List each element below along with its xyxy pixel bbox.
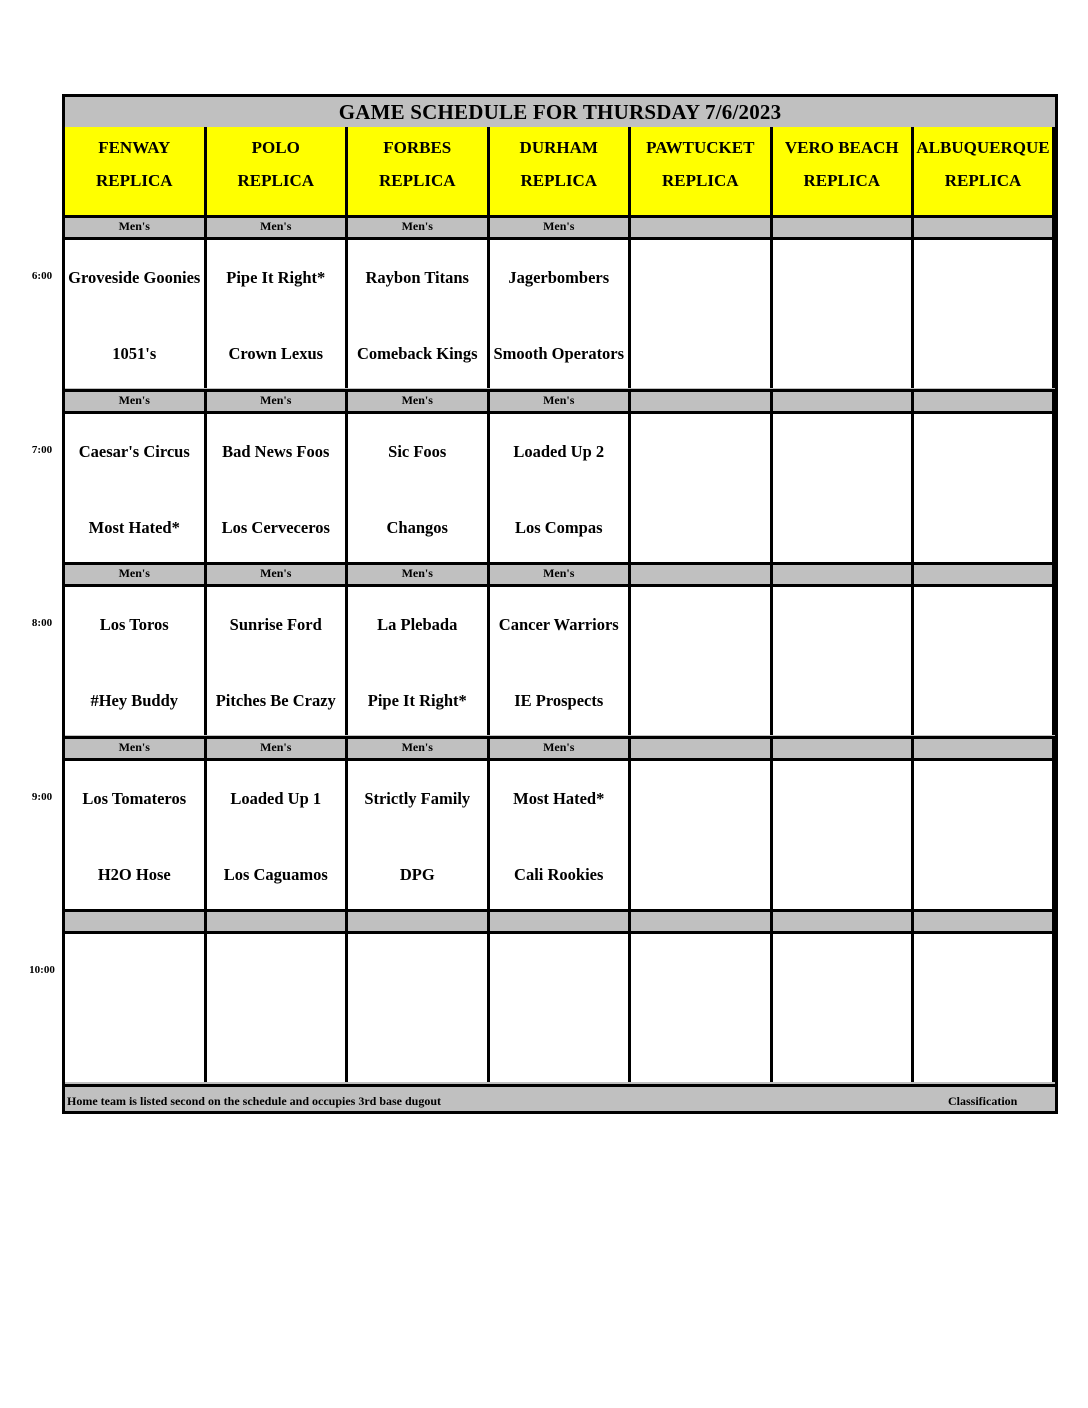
- field-name: POLO: [251, 138, 300, 157]
- time-slot-label: 8:00: [31, 617, 53, 629]
- away-team: [490, 944, 629, 999]
- away-team: Most Hated*: [513, 788, 605, 808]
- classification-cell: [490, 909, 632, 931]
- home-team: [773, 847, 912, 902]
- time-slot-label: 9:00: [31, 790, 53, 803]
- field-type: REPLICA: [661, 171, 739, 190]
- home-team: [207, 1020, 346, 1075]
- home-team: Comeback Kings: [356, 344, 478, 363]
- home-team: Los Cerveceros: [221, 517, 330, 537]
- home-team: DPG: [399, 864, 435, 884]
- away-team: [631, 597, 770, 652]
- away-team: Loaded Up 1: [230, 788, 322, 808]
- home-team: [65, 1020, 204, 1075]
- field-header: [914, 127, 1055, 215]
- footer-bar: [65, 1084, 1055, 1111]
- away-team: [631, 944, 770, 999]
- home-team: 1051's: [112, 344, 157, 363]
- home-team: [490, 1020, 629, 1075]
- away-team: Loaded Up 2: [513, 441, 605, 461]
- schedule-table: [62, 94, 1058, 1114]
- classification-cell: Men's: [207, 562, 349, 584]
- game-cell: [631, 758, 773, 909]
- home-team: Cali Rookies: [514, 864, 604, 884]
- field-name: ALBUQUERQUE: [916, 138, 1050, 157]
- field-header: [207, 127, 349, 215]
- game-cell: [631, 584, 773, 735]
- time-slot-label: 6:00: [31, 270, 53, 282]
- away-team: Jagerbombers: [508, 268, 610, 287]
- classification-cell: [914, 736, 1055, 758]
- classification-cell: [631, 215, 773, 237]
- classification-cell: [631, 909, 773, 931]
- game-cell: [65, 411, 207, 562]
- game-cell: [490, 758, 632, 909]
- home-team: Changos: [386, 517, 448, 537]
- home-team: Smooth Operators: [493, 344, 625, 363]
- classification-cell: Men's: [207, 215, 349, 237]
- classification-cell: [631, 736, 773, 758]
- game-cell: [207, 758, 349, 909]
- game-cell: [348, 758, 490, 909]
- page-title: GAME SCHEDULE FOR THURSDAY 7/6/2023: [65, 97, 1055, 129]
- away-team: [631, 424, 770, 479]
- classification-cell: [65, 909, 207, 931]
- away-team: [65, 944, 204, 999]
- field-name: FENWAY: [98, 138, 171, 157]
- away-team: [773, 597, 912, 652]
- classification-cell: [914, 215, 1055, 237]
- away-team: [773, 250, 912, 305]
- field-type: REPLICA: [803, 171, 880, 190]
- classification-cell: [207, 909, 349, 931]
- home-team: [773, 673, 912, 728]
- field-name: DURHAM: [519, 138, 598, 157]
- classification-cell: Men's: [348, 562, 490, 584]
- classification-cell: Men's: [490, 215, 632, 237]
- away-team: Strictly Family: [364, 788, 471, 808]
- home-team: Crown Lexus: [228, 344, 324, 363]
- away-team: La Plebada: [377, 615, 458, 634]
- home-team: [914, 326, 1052, 381]
- field-type: REPLICA: [944, 171, 1022, 190]
- game-cell: [348, 584, 490, 735]
- away-team: [914, 424, 1052, 479]
- game-cell: [490, 931, 632, 1082]
- away-team: Sic Foos: [388, 441, 447, 461]
- classification-cell: Men's: [348, 215, 490, 237]
- game-cell: [207, 931, 349, 1082]
- field-type: REPLICA: [237, 171, 314, 190]
- home-team: [914, 847, 1052, 902]
- field-name: FORBES: [383, 138, 452, 157]
- away-team: [914, 597, 1052, 652]
- home-team: [914, 1020, 1052, 1075]
- home-team: Pitches Be Crazy: [215, 691, 336, 710]
- home-team-note: Home team is listed second on the schedule and occupies 3rd base dugout: [67, 1094, 442, 1108]
- classification-cell: Men's: [490, 562, 632, 584]
- game-cell: [914, 758, 1055, 909]
- home-team: [773, 1020, 912, 1075]
- home-team: #Hey Buddy: [90, 691, 179, 710]
- classification-cell: [773, 736, 915, 758]
- classification-cell: [631, 562, 773, 584]
- game-cell: [65, 584, 207, 735]
- classification-cell: Men's: [65, 215, 207, 237]
- classification-cell: Men's: [348, 389, 490, 411]
- away-team: Bad News Foos: [222, 441, 330, 461]
- away-team: Los Toros: [99, 615, 169, 634]
- game-cell: [914, 584, 1055, 735]
- classification-cell: Men's: [207, 389, 349, 411]
- away-team: [348, 944, 487, 999]
- game-cell: [490, 584, 632, 735]
- game-cell: [914, 237, 1055, 388]
- away-team: [631, 771, 770, 826]
- home-team: [773, 326, 912, 381]
- away-team: [207, 944, 346, 999]
- game-cell: [773, 411, 915, 562]
- field-header: [631, 127, 773, 215]
- game-cell: [631, 411, 773, 562]
- game-cell: [490, 411, 632, 562]
- home-team: Pipe It Right*: [367, 691, 467, 710]
- home-team: [631, 326, 770, 381]
- field-name: VERO BEACH: [784, 138, 899, 157]
- field-header: [490, 127, 632, 215]
- classification-cell: [773, 562, 915, 584]
- time-slot-label: 10:00: [29, 964, 55, 976]
- classification-cell: Men's: [207, 736, 349, 758]
- game-cell: [914, 411, 1055, 562]
- game-cell: [348, 237, 490, 388]
- field-type: REPLICA: [520, 171, 597, 190]
- classification-cell: [773, 909, 915, 931]
- classification-legend: Classification: [948, 1094, 1018, 1108]
- game-cell: [65, 931, 207, 1082]
- home-team: [631, 673, 770, 728]
- classification-cell: Men's: [65, 389, 207, 411]
- home-team: Most Hated*: [88, 517, 180, 537]
- game-cell: [207, 411, 349, 562]
- game-cell: [490, 237, 632, 388]
- home-team: [914, 500, 1052, 555]
- game-cell: [914, 931, 1055, 1082]
- away-team: Los Tomateros: [82, 788, 187, 808]
- home-team: [631, 847, 770, 902]
- game-cell: [773, 237, 915, 388]
- away-team: Groveside Goonies: [68, 268, 201, 287]
- home-team: Los Compas: [514, 517, 603, 537]
- classification-cell: Men's: [65, 736, 207, 758]
- away-team: [773, 944, 912, 999]
- classification-cell: Men's: [348, 736, 490, 758]
- game-cell: [348, 411, 490, 562]
- game-cell: [207, 237, 349, 388]
- home-team: [348, 1020, 487, 1075]
- away-team: Pipe It Right*: [226, 268, 326, 287]
- away-team: Cancer Warriors: [498, 615, 619, 634]
- game-cell: [773, 758, 915, 909]
- away-team: [914, 771, 1052, 826]
- away-team: [773, 424, 912, 479]
- home-team: [914, 673, 1052, 728]
- game-cell: [631, 931, 773, 1082]
- game-cell: [348, 931, 490, 1082]
- time-slot-label: 7:00: [31, 443, 53, 456]
- field-name: PAWTUCKET: [646, 138, 755, 157]
- classification-cell: [914, 389, 1055, 411]
- classification-cell: [914, 909, 1055, 931]
- home-team: [631, 1020, 770, 1075]
- field-type: REPLICA: [95, 171, 173, 190]
- classification-cell: [773, 389, 915, 411]
- game-cell: [773, 931, 915, 1082]
- away-team: Raybon Titans: [365, 268, 469, 287]
- home-team: H2O Hose: [97, 864, 171, 884]
- field-header: [773, 127, 915, 215]
- classification-cell: [348, 909, 490, 931]
- away-team: [914, 944, 1052, 999]
- home-team: Los Caguamos: [223, 864, 328, 884]
- home-team: [631, 500, 770, 555]
- classification-cell: [914, 562, 1055, 584]
- away-team: Sunrise Ford: [229, 615, 322, 634]
- game-cell: [65, 237, 207, 388]
- game-cell: [773, 584, 915, 735]
- game-cell: [207, 584, 349, 735]
- away-team: Caesar's Circus: [78, 441, 190, 461]
- away-team: [773, 771, 912, 826]
- field-header: [348, 127, 490, 215]
- classification-cell: [773, 215, 915, 237]
- field-header: [65, 127, 207, 215]
- classification-cell: Men's: [65, 562, 207, 584]
- home-team: IE Prospects: [514, 691, 604, 710]
- home-team: [773, 500, 912, 555]
- away-team: [631, 250, 770, 305]
- away-team: [914, 250, 1052, 305]
- classification-cell: Men's: [490, 736, 632, 758]
- classification-cell: [631, 389, 773, 411]
- game-cell: [631, 237, 773, 388]
- field-type: REPLICA: [378, 171, 456, 190]
- game-cell: [65, 758, 207, 909]
- classification-cell: Men's: [490, 389, 632, 411]
